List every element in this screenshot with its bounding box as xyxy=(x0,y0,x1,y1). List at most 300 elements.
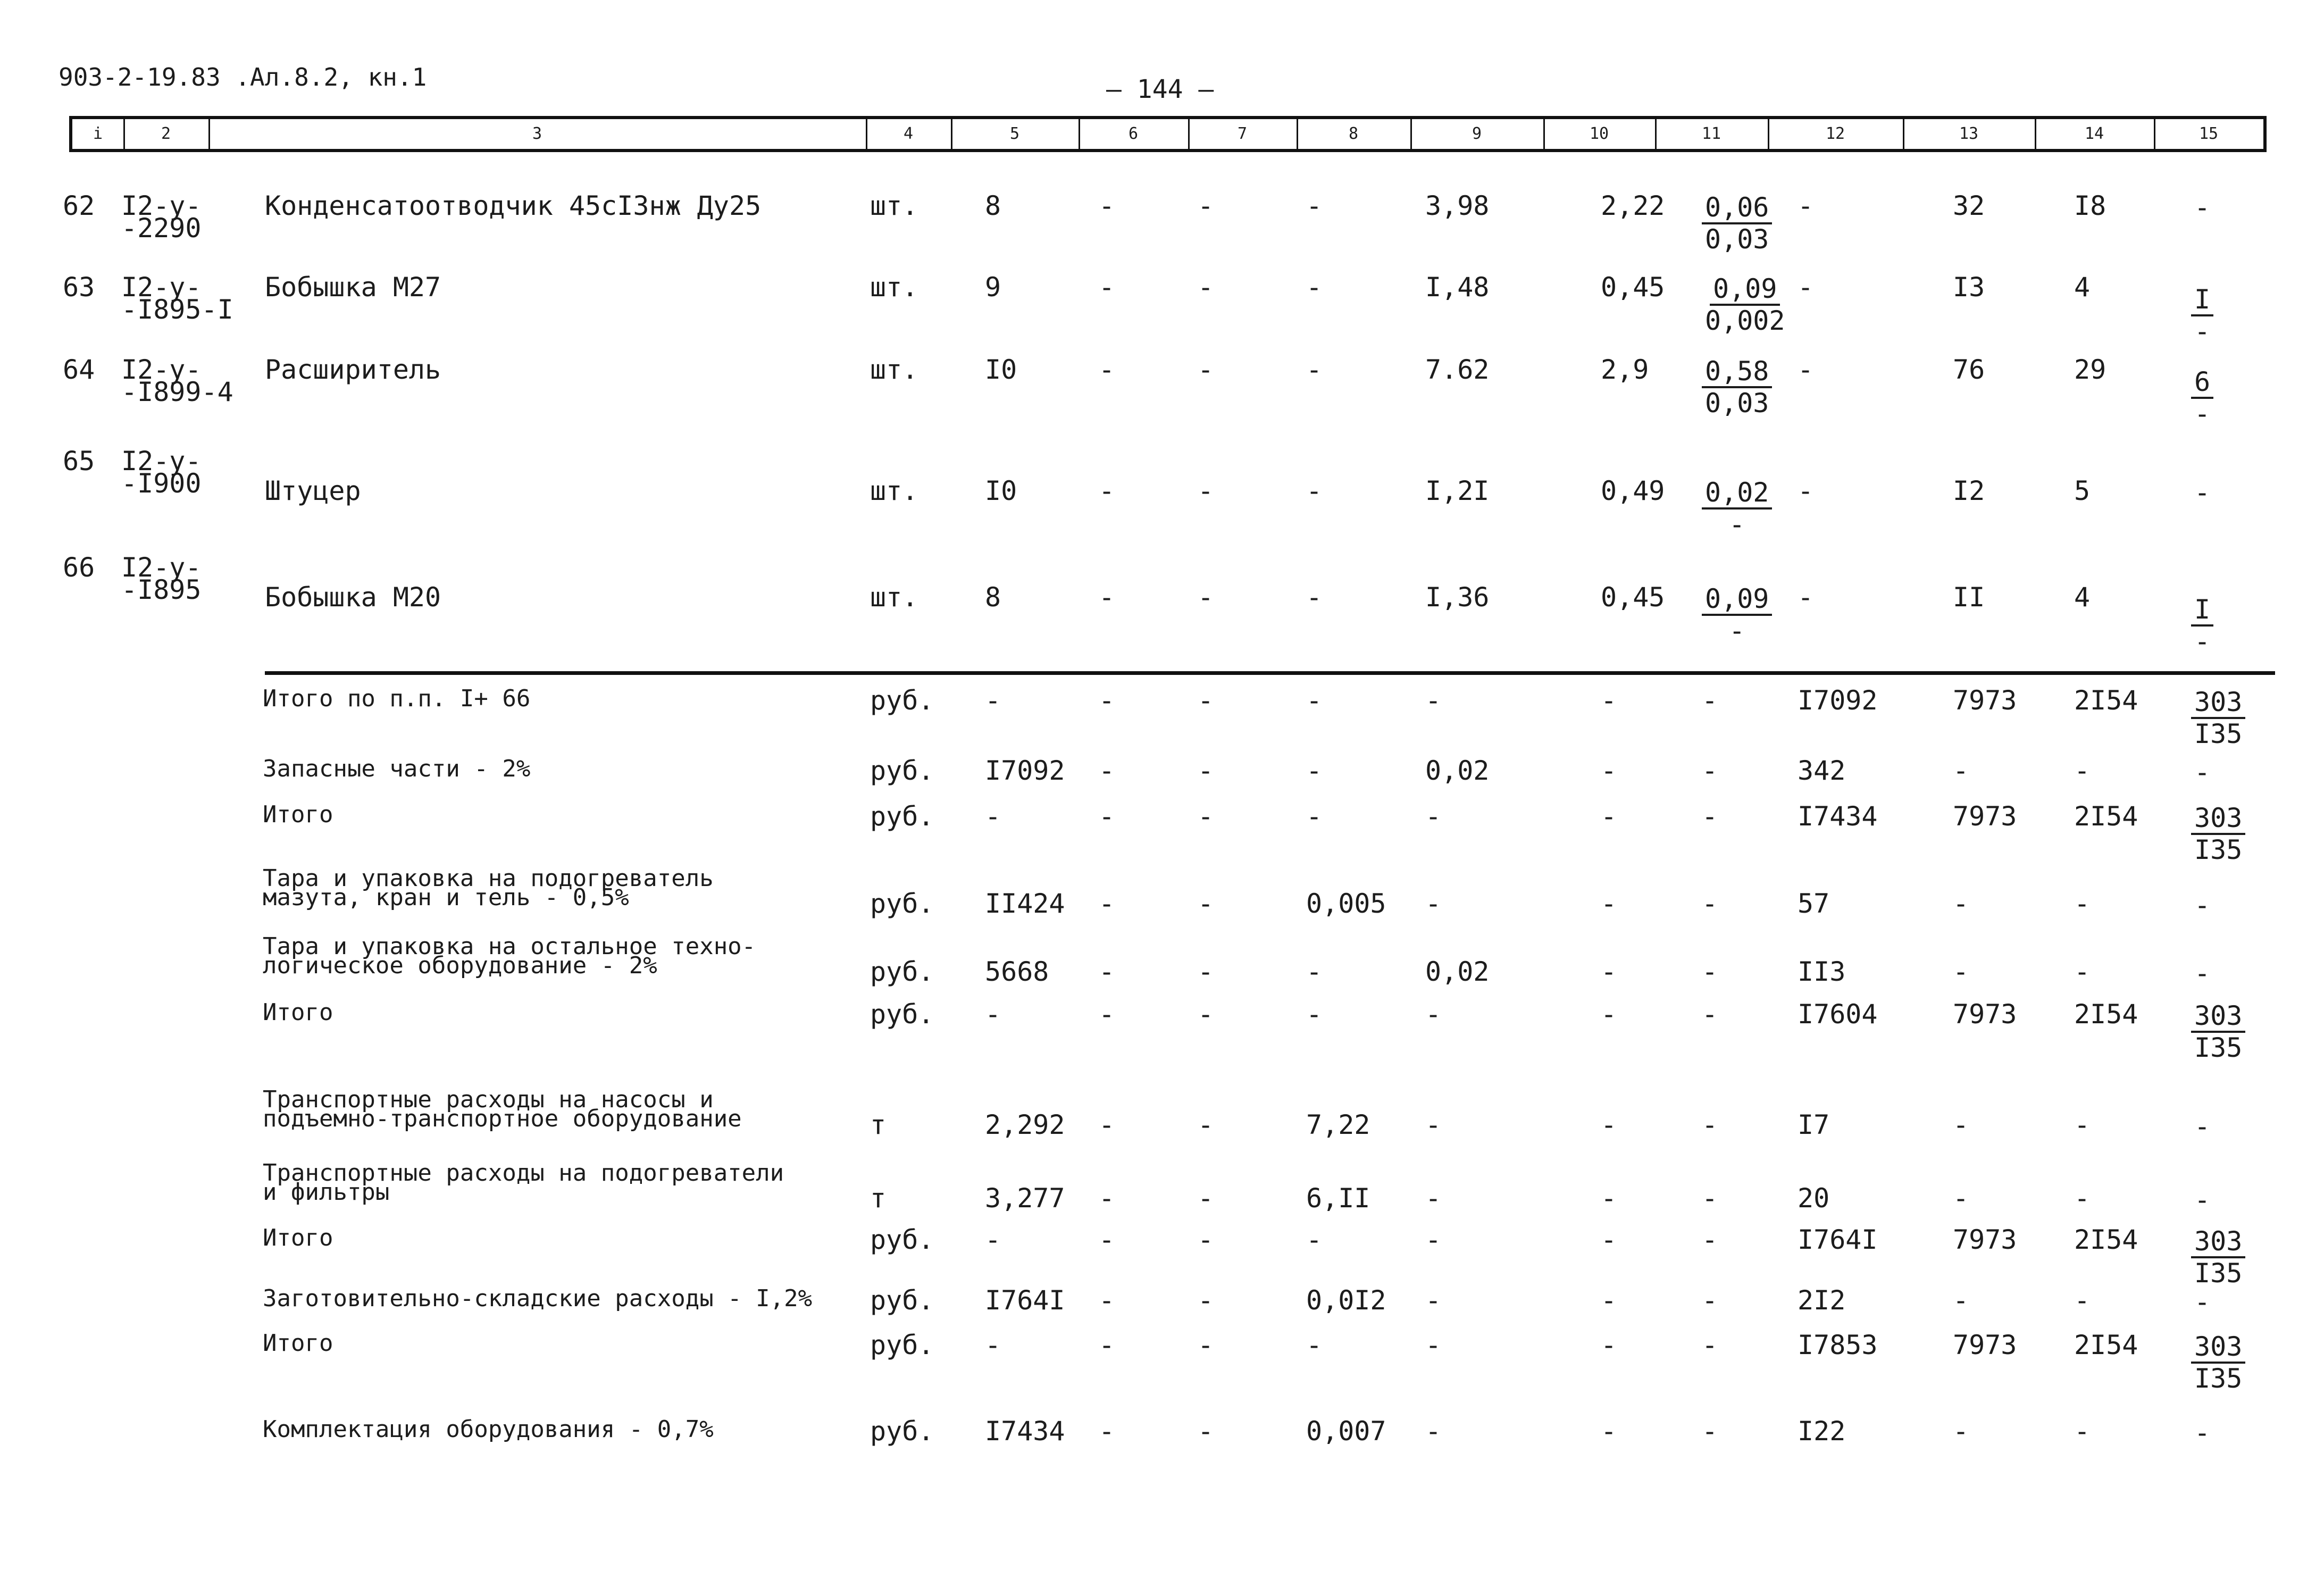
summary-label: Транспортные расходы на насосы и xyxy=(263,1086,714,1113)
col-11-value: - xyxy=(1702,1224,1718,1255)
col-10-value: - xyxy=(1601,1416,1617,1447)
col-12-value: - xyxy=(1798,272,1814,303)
col-15-value-fraction xyxy=(2191,193,2213,222)
col-12-value: 2I2 xyxy=(1798,1285,1846,1316)
col-14-value: 4 xyxy=(2074,272,2091,303)
col-9-value: - xyxy=(1425,999,1442,1030)
col-6-value: - xyxy=(1099,888,1115,919)
col-13-value: - xyxy=(1953,1416,1969,1447)
col-8-value: - xyxy=(1306,1330,1323,1360)
col-12-value: 20 xyxy=(1798,1183,1830,1214)
col-5-value: - xyxy=(985,801,1001,832)
denominator: 0,002 xyxy=(1705,305,1785,336)
summary-label: Комплектация оборудования - 0,7% xyxy=(263,1416,714,1443)
unit: т xyxy=(870,1109,887,1140)
col-13-value: - xyxy=(1953,755,1969,786)
summary-label: Итого по п.п. I+ 66 xyxy=(263,685,531,712)
summary-label: логическое оборудование - 2% xyxy=(263,952,657,979)
item-name: Бобышка М27 xyxy=(265,272,441,303)
column-separator xyxy=(208,119,210,149)
col-13-value: 7973 xyxy=(1953,685,2017,716)
col-13-value: 7973 xyxy=(1953,1224,2017,1255)
col-12-value: 57 xyxy=(1798,888,1830,919)
col-8-value: - xyxy=(1306,272,1323,303)
col-15-value xyxy=(2191,1226,2245,1288)
col-5-value: - xyxy=(985,999,1001,1030)
col-14-value: 2I54 xyxy=(2074,999,2138,1030)
col-5-value: 3,277 xyxy=(985,1183,1065,1214)
col-9-value: 3,98 xyxy=(1425,190,1490,221)
col-9-value: - xyxy=(1425,801,1442,832)
denominator: I35 xyxy=(2194,719,2243,749)
col-14-value: - xyxy=(2074,1416,2091,1447)
col-6-value: - xyxy=(1099,1183,1115,1214)
col-7-value: - xyxy=(1198,888,1214,919)
col-15-value xyxy=(2191,1418,2213,1448)
col-15-value-fraction xyxy=(2191,1001,2245,1063)
col-9-value: I,48 xyxy=(1425,272,1490,303)
col-14-value: - xyxy=(2074,956,2091,987)
col-15-value xyxy=(2191,1185,2213,1215)
summary-label: Итого xyxy=(263,801,333,828)
numerator: 303 xyxy=(2191,1001,2245,1033)
summary-label: Транспортные расходы на подогреватели xyxy=(263,1159,784,1187)
unit: руб. xyxy=(870,956,934,987)
col-14-value: 29 xyxy=(2074,354,2106,385)
col-11-value-fraction xyxy=(1702,193,1772,254)
col-9-value: 0,02 xyxy=(1425,755,1490,786)
col-8-value: 0,005 xyxy=(1306,888,1386,919)
col-13-value: - xyxy=(1953,1285,1969,1316)
column-header-3: 3 xyxy=(532,124,542,143)
column-separator xyxy=(1297,119,1298,149)
col-11-value: - xyxy=(1702,801,1718,832)
numerator: 303 xyxy=(2191,687,2245,719)
col-13-value: - xyxy=(1953,888,1969,919)
summary-label: Тара и упаковка на подогреватель xyxy=(263,865,714,892)
col-7-value: - xyxy=(1198,1416,1214,1447)
col-14-value: 4 xyxy=(2074,582,2091,613)
col-15-value-fraction xyxy=(2191,757,2213,787)
col-5-value: - xyxy=(985,1224,1001,1255)
col-15-value xyxy=(2191,1001,2245,1063)
col-12-value: I764I xyxy=(1798,1224,1878,1255)
col-14-value: I8 xyxy=(2074,190,2106,221)
col-7-value: - xyxy=(1198,755,1214,786)
col-6-value: - xyxy=(1099,1224,1115,1255)
column-separator xyxy=(1655,119,1657,149)
col-6-value: - xyxy=(1099,1416,1115,1447)
row-number: 65 xyxy=(63,446,95,477)
col-12-value: - xyxy=(1798,354,1814,385)
column-header-2: 2 xyxy=(161,124,171,143)
col-7-value: - xyxy=(1198,1285,1214,1316)
col-15-value-fraction xyxy=(2191,1287,2213,1317)
col-11-value: - xyxy=(1702,1285,1718,1316)
col-10-value: 0,45 xyxy=(1601,582,1665,613)
col-13-value: II xyxy=(1953,582,1985,613)
col-10-value: 0,49 xyxy=(1601,475,1665,506)
col-5-value: I7434 xyxy=(985,1416,1065,1447)
col-8-value: - xyxy=(1306,801,1323,832)
column-header-9: 9 xyxy=(1472,124,1482,143)
item-code: I2-у- xyxy=(121,354,202,385)
numerator: - xyxy=(2194,890,2211,921)
col-5-value: 8 xyxy=(985,190,1001,221)
item-code: I2-у- xyxy=(121,190,202,221)
summary-label: и фильтры xyxy=(263,1179,390,1206)
col-15-value-fraction xyxy=(2191,1226,2245,1288)
summary-label: Запасные части - 2% xyxy=(263,755,531,782)
col-5-value: 2,292 xyxy=(985,1109,1065,1140)
col-6-value: - xyxy=(1099,999,1115,1030)
denominator: I35 xyxy=(2194,1363,2243,1394)
unit: руб. xyxy=(870,685,934,716)
denominator: 0,03 xyxy=(1705,388,1769,419)
col-9-value: I,2I xyxy=(1425,475,1490,506)
col-8-value: - xyxy=(1306,582,1323,613)
col-11-value: - xyxy=(1702,1109,1718,1140)
col-8-value: - xyxy=(1306,755,1323,786)
col-13-value: 7973 xyxy=(1953,801,2017,832)
row-number: 66 xyxy=(63,552,95,583)
col-10-value: - xyxy=(1601,1285,1617,1316)
col-15-value xyxy=(2191,367,2213,429)
summary-label: Итого xyxy=(263,1330,333,1357)
column-header-13: 13 xyxy=(1959,124,1979,143)
col-15-value-fraction xyxy=(2191,958,2213,988)
denominator: I35 xyxy=(2194,834,2243,865)
col-14-value: 2I54 xyxy=(2074,685,2138,716)
unit: руб. xyxy=(870,1330,934,1360)
col-10-value: - xyxy=(1601,1183,1617,1214)
col-11-value xyxy=(1702,584,1772,646)
item-code: I2-у- xyxy=(121,446,202,477)
column-header-11: 11 xyxy=(1701,124,1721,143)
item-code: -I895 xyxy=(121,574,202,605)
denominator: - xyxy=(1729,615,1745,646)
unit: т xyxy=(870,1183,887,1214)
col-15-value-fraction xyxy=(2191,1332,2245,1393)
unit: руб. xyxy=(870,755,934,786)
col-12-value: I22 xyxy=(1798,1416,1846,1447)
col-7-value: - xyxy=(1198,1109,1214,1140)
col-7-value: - xyxy=(1198,272,1214,303)
col-5-value: II424 xyxy=(985,888,1065,919)
col-15-value-fraction xyxy=(2191,595,2213,656)
summary-label: Итого xyxy=(263,999,333,1026)
item-code: -2290 xyxy=(121,213,202,244)
document-code: 903-2-19.83 .Ал.8.2, кн.1 xyxy=(58,63,427,91)
col-5-value: I7092 xyxy=(985,755,1065,786)
col-6-value: - xyxy=(1099,685,1115,716)
col-10-value: 2,22 xyxy=(1601,190,1665,221)
col-13-value: 7973 xyxy=(1953,1330,2017,1360)
column-separator xyxy=(951,119,952,149)
col-7-value: - xyxy=(1198,354,1214,385)
column-separator xyxy=(2154,119,2155,149)
column-separator xyxy=(1410,119,1412,149)
numerator: 0,09 xyxy=(1710,274,1780,306)
numerator: - xyxy=(2194,1184,2211,1215)
col-9-value: - xyxy=(1425,888,1442,919)
unit: руб. xyxy=(870,1285,934,1316)
unit: руб. xyxy=(870,1224,934,1255)
col-7-value: - xyxy=(1198,1224,1214,1255)
numerator: - xyxy=(2194,192,2211,223)
column-separator xyxy=(866,119,867,149)
col-9-value: - xyxy=(1425,1416,1442,1447)
col-11-value: - xyxy=(1702,999,1718,1030)
col-14-value: 2I54 xyxy=(2074,1330,2138,1360)
col-10-value: - xyxy=(1601,956,1617,987)
col-12-value: - xyxy=(1798,475,1814,506)
col-10-value: - xyxy=(1601,1224,1617,1255)
item-code: I2-у- xyxy=(121,272,202,303)
item-code: -I895-I xyxy=(121,294,233,325)
col-11-value xyxy=(1702,274,1788,336)
col-11-value-fraction xyxy=(1702,478,1772,539)
unit: руб. xyxy=(870,1416,934,1447)
col-15-value xyxy=(2191,1287,2213,1317)
col-10-value: - xyxy=(1601,888,1617,919)
col-11-value: - xyxy=(1702,1416,1718,1447)
col-15-value-fraction xyxy=(2191,803,2245,865)
numerator: I xyxy=(2191,285,2213,316)
denominator: - xyxy=(1729,509,1745,540)
col-11-value: - xyxy=(1702,755,1718,786)
column-separator xyxy=(1188,119,1190,149)
column-header-8: 8 xyxy=(1348,124,1359,143)
unit: шт. xyxy=(870,272,918,303)
col-15-value-fraction xyxy=(2191,1418,2213,1448)
unit: шт. xyxy=(870,475,918,506)
numerator: 6 xyxy=(2191,367,2213,399)
numerator: 0,06 xyxy=(1702,193,1772,224)
col-10-value: - xyxy=(1601,999,1617,1030)
item-code: I2-у- xyxy=(121,552,202,583)
column-header-10: 10 xyxy=(1589,124,1609,143)
col-5-value: I764I xyxy=(985,1285,1065,1316)
section-divider xyxy=(265,671,2275,675)
numerator: - xyxy=(2194,958,2211,989)
row-number: 64 xyxy=(63,354,95,385)
denominator: - xyxy=(2194,398,2211,429)
column-separator xyxy=(123,119,125,149)
col-15-value xyxy=(2191,803,2245,865)
numerator: - xyxy=(2194,477,2211,508)
denominator: - xyxy=(2194,316,2211,347)
col-6-value: - xyxy=(1099,801,1115,832)
denominator: - xyxy=(2194,626,2211,657)
page-number: — 144 — xyxy=(1106,74,1214,104)
col-15-value-fraction xyxy=(2191,687,2245,749)
col-11-value xyxy=(1702,478,1772,539)
col-6-value: - xyxy=(1099,1109,1115,1140)
col-5-value: 5668 xyxy=(985,956,1049,987)
col-12-value: I7604 xyxy=(1798,999,1878,1030)
col-9-value: - xyxy=(1425,1224,1442,1255)
col-12-value: 342 xyxy=(1798,755,1846,786)
col-15-value-fraction xyxy=(2191,478,2213,507)
numerator: 303 xyxy=(2191,1332,2245,1364)
col-14-value: 5 xyxy=(2074,475,2091,506)
col-11-value: - xyxy=(1702,1330,1718,1360)
col-8-value: - xyxy=(1306,685,1323,716)
col-6-value: - xyxy=(1099,190,1115,221)
col-5-value: I0 xyxy=(985,475,1017,506)
col-11-value xyxy=(1702,193,1772,254)
col-12-value: - xyxy=(1798,190,1814,221)
col-9-value: - xyxy=(1425,1285,1442,1316)
numerator: 0,09 xyxy=(1702,584,1772,616)
col-8-value: 6,II xyxy=(1306,1183,1370,1214)
col-15-value-fraction xyxy=(2191,367,2213,429)
col-9-value: - xyxy=(1425,685,1442,716)
col-15-value-fraction xyxy=(2191,1185,2213,1215)
numerator: - xyxy=(2194,757,2211,788)
col-5-value: I0 xyxy=(985,354,1017,385)
col-8-value: 0,007 xyxy=(1306,1416,1386,1447)
col-12-value: I7434 xyxy=(1798,801,1878,832)
col-5-value: 9 xyxy=(985,272,1001,303)
col-15-value xyxy=(2191,1332,2245,1393)
summary-label: Тара и упаковка на остальное техно- xyxy=(263,933,756,960)
item-name: Конденсатоотводчик 45сI3нж Ду25 xyxy=(265,190,762,221)
summary-label: мазута, кран и тель - 0,5% xyxy=(263,884,629,911)
item-name: Штуцер xyxy=(265,475,361,506)
col-6-value: - xyxy=(1099,272,1115,303)
col-7-value: - xyxy=(1198,999,1214,1030)
col-12-value: I7853 xyxy=(1798,1330,1878,1360)
unit: шт. xyxy=(870,354,918,385)
col-9-value: - xyxy=(1425,1183,1442,1214)
col-15-value-fraction xyxy=(2191,1112,2213,1141)
column-separator xyxy=(1079,119,1080,149)
col-7-value: - xyxy=(1198,685,1214,716)
col-15-value-fraction xyxy=(2191,890,2213,920)
numerator: 0,02 xyxy=(1702,478,1772,510)
col-12-value: I7092 xyxy=(1798,685,1878,716)
col-9-value: 7.62 xyxy=(1425,354,1490,385)
col-11-value: - xyxy=(1702,888,1718,919)
col-6-value: - xyxy=(1099,956,1115,987)
col-6-value: - xyxy=(1099,755,1115,786)
row-number: 62 xyxy=(63,190,95,221)
col-8-value: - xyxy=(1306,475,1323,506)
col-8-value: - xyxy=(1306,1224,1323,1255)
col-14-value: - xyxy=(2074,755,2091,786)
col-7-value: - xyxy=(1198,956,1214,987)
item-code: -I899-4 xyxy=(121,377,233,407)
col-15-value xyxy=(2191,478,2213,507)
col-8-value: - xyxy=(1306,190,1323,221)
col-7-value: - xyxy=(1198,1183,1214,1214)
column-separator xyxy=(1768,119,1769,149)
col-6-value: - xyxy=(1099,475,1115,506)
col-12-value: I7 xyxy=(1798,1109,1830,1140)
numerator: 303 xyxy=(2191,803,2245,835)
column-separator xyxy=(1543,119,1545,149)
col-15-value xyxy=(2191,757,2213,787)
row-number: 63 xyxy=(63,272,95,303)
col-10-value: - xyxy=(1601,755,1617,786)
item-name: Бобышка М20 xyxy=(265,582,441,613)
col-6-value: - xyxy=(1099,354,1115,385)
col-11-value-fraction xyxy=(1702,584,1772,646)
col-9-value: - xyxy=(1425,1330,1442,1360)
col-13-value: I3 xyxy=(1953,272,1985,303)
col-13-value: I2 xyxy=(1953,475,1985,506)
col-8-value: - xyxy=(1306,956,1323,987)
column-header-1: i xyxy=(93,124,103,143)
col-10-value: - xyxy=(1601,685,1617,716)
col-6-value: - xyxy=(1099,1285,1115,1316)
col-13-value: 76 xyxy=(1953,354,1985,385)
column-header-12: 12 xyxy=(1825,124,1845,143)
item-code: -I900 xyxy=(121,468,202,499)
unit: руб. xyxy=(870,888,934,919)
col-13-value: - xyxy=(1953,1183,1969,1214)
col-10-value: 0,45 xyxy=(1601,272,1665,303)
numerator: 0,58 xyxy=(1702,356,1772,388)
col-11-value xyxy=(1702,356,1772,418)
col-6-value: - xyxy=(1099,582,1115,613)
col-14-value: - xyxy=(2074,1183,2091,1214)
column-separator xyxy=(2035,119,2036,149)
column-header-7: 7 xyxy=(1237,124,1248,143)
denominator: 0,03 xyxy=(1705,224,1769,255)
col-9-value: 0,02 xyxy=(1425,956,1490,987)
item-name: Расширитель xyxy=(265,354,441,385)
col-7-value: - xyxy=(1198,1330,1214,1360)
col-14-value: - xyxy=(2074,1285,2091,1316)
col-6-value: - xyxy=(1099,1330,1115,1360)
col-5-value: - xyxy=(985,1330,1001,1360)
col-11-value: - xyxy=(1702,1183,1718,1214)
denominator: I35 xyxy=(2194,1032,2243,1063)
col-10-value: - xyxy=(1601,801,1617,832)
col-13-value: 7973 xyxy=(1953,999,2017,1030)
col-5-value: - xyxy=(985,685,1001,716)
col-9-value: I,36 xyxy=(1425,582,1490,613)
col-7-value: - xyxy=(1198,801,1214,832)
col-13-value: - xyxy=(1953,956,1969,987)
col-11-value-fraction xyxy=(1702,356,1772,418)
column-header-6: 6 xyxy=(1128,124,1139,143)
column-header-14: 14 xyxy=(2084,124,2104,143)
col-15-value xyxy=(2191,595,2213,656)
column-header-4: 4 xyxy=(903,124,914,143)
col-12-value: - xyxy=(1798,582,1814,613)
col-10-value: - xyxy=(1601,1330,1617,1360)
col-8-value: - xyxy=(1306,354,1323,385)
col-8-value: 7,22 xyxy=(1306,1109,1370,1140)
column-separator xyxy=(1903,119,1904,149)
col-10-value: 2,9 xyxy=(1601,354,1649,385)
numerator: I xyxy=(2191,595,2213,627)
col-11-value: - xyxy=(1702,956,1718,987)
column-header-15: 15 xyxy=(2198,124,2219,143)
col-14-value: 2I54 xyxy=(2074,801,2138,832)
col-10-value: - xyxy=(1601,1109,1617,1140)
col-7-value: - xyxy=(1198,475,1214,506)
summary-label: Итого xyxy=(263,1224,333,1251)
col-15-value xyxy=(2191,958,2213,988)
col-11-value-fraction xyxy=(1702,274,1788,336)
col-11-value: - xyxy=(1702,685,1718,716)
col-7-value: - xyxy=(1198,190,1214,221)
